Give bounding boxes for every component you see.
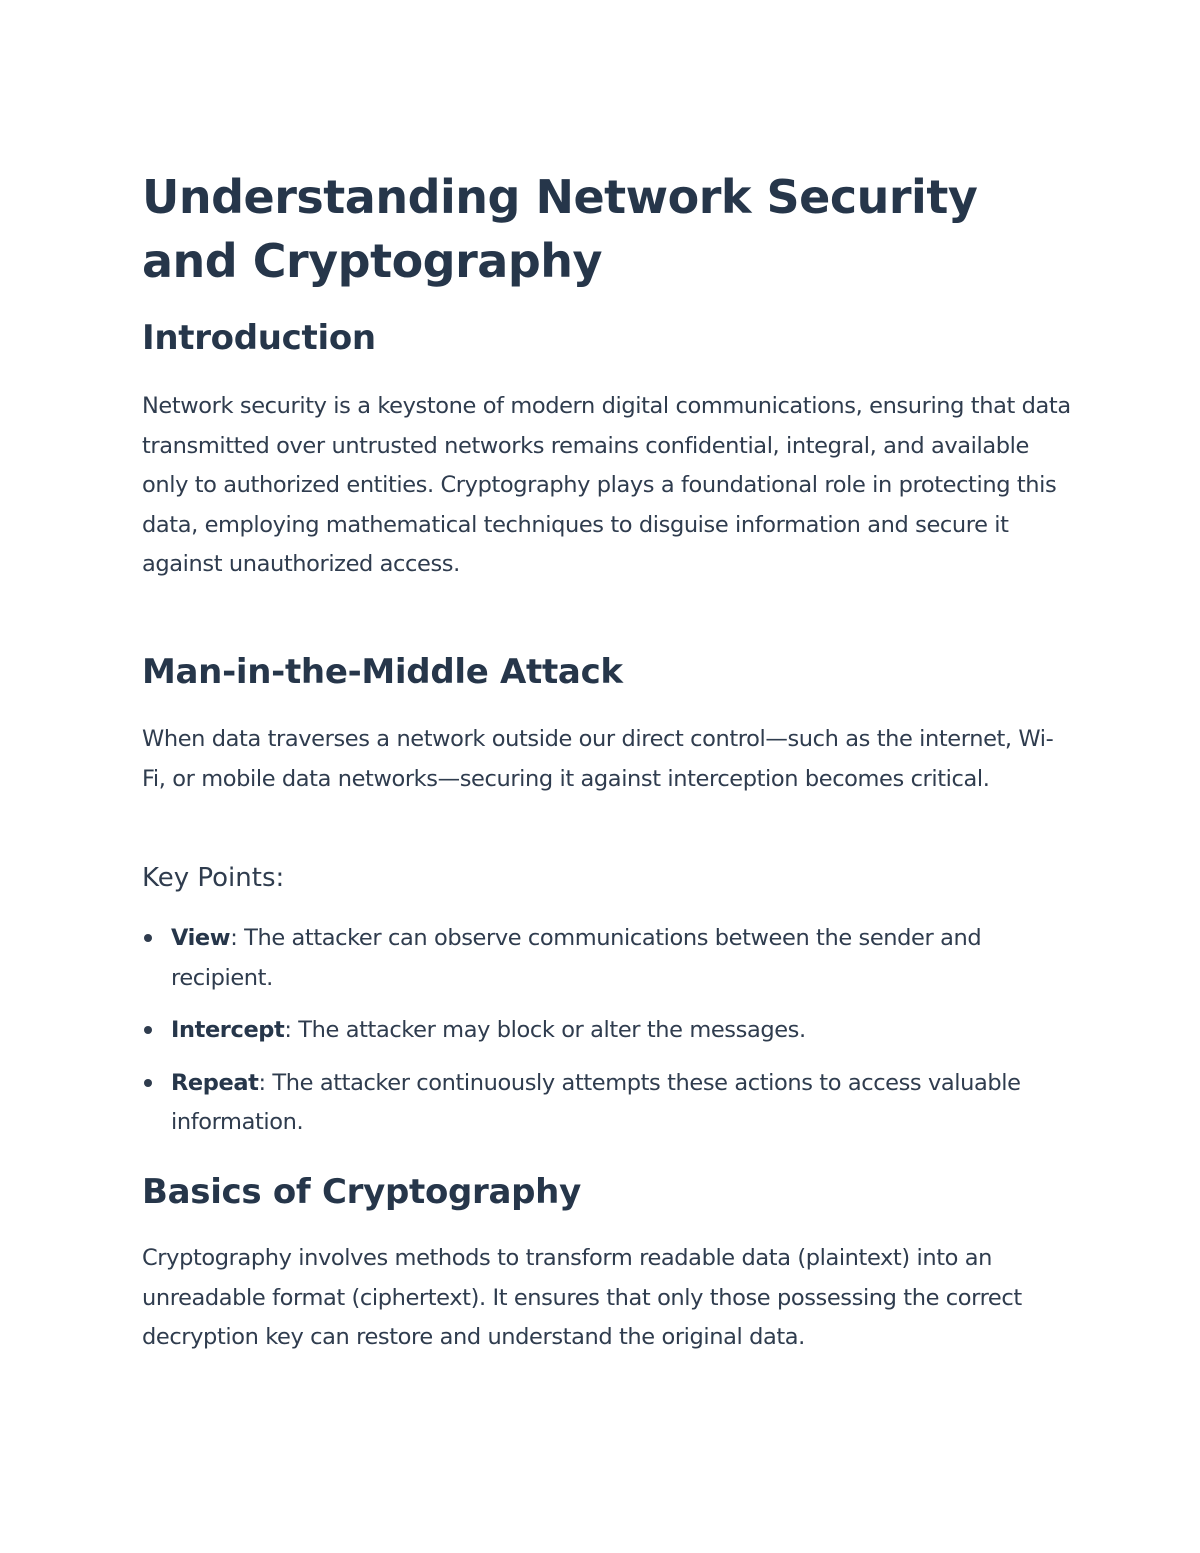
document-title: Understanding Network Security and Cryptography [142,170,978,288]
bullet-icon [144,1026,152,1034]
bullet-icon [144,1079,152,1087]
point-term: Intercept [171,1017,285,1043]
mitm-heading: Man-in-the-Middle Attack [142,652,623,692]
key-points-heading: Key Points: [142,863,285,893]
bullet-icon [144,934,152,942]
point-term: View [171,925,231,951]
mitm-paragraph: When data traverses a network outside our direct control—such as the internet, Wi-Fi, or mobile data networks—securing it against interception becomes critical. [142,726,1054,792]
introduction-heading: Introduction [142,318,376,358]
basics-paragraph: Cryptography involves methods to transform readable data (plaintext) into an unreadable format (ciphertext). It ensures that only those possessing the correct decryption key can restore and understand the original data. [142,1245,1022,1350]
point-text: : The attacker can observe communications between the sender and recipient. [171,925,982,991]
list-item [142,919,1072,998]
list-item [142,1064,1072,1143]
point-term: Repeat [171,1069,259,1096]
introduction-paragraph: Network security is a keystone of modern digital communications, ensuring that data transmitted over untrusted networks remains confidential, integral, and available only to authorized entities. Cryptography plays a foundational role in protecting this data, employing mathematical techniques to disguise information and secure it against unauthorized access. [142,393,1071,577]
basics-heading: Basics of Cryptography [142,1172,581,1212]
key-points-list [142,919,1072,1156]
point-text: : The attacker continuously attempts these actions to access valuable information. [171,1069,1021,1135]
list-item [142,1011,1072,1051]
point-text: : The attacker may block or alter the messages. [284,1017,806,1043]
